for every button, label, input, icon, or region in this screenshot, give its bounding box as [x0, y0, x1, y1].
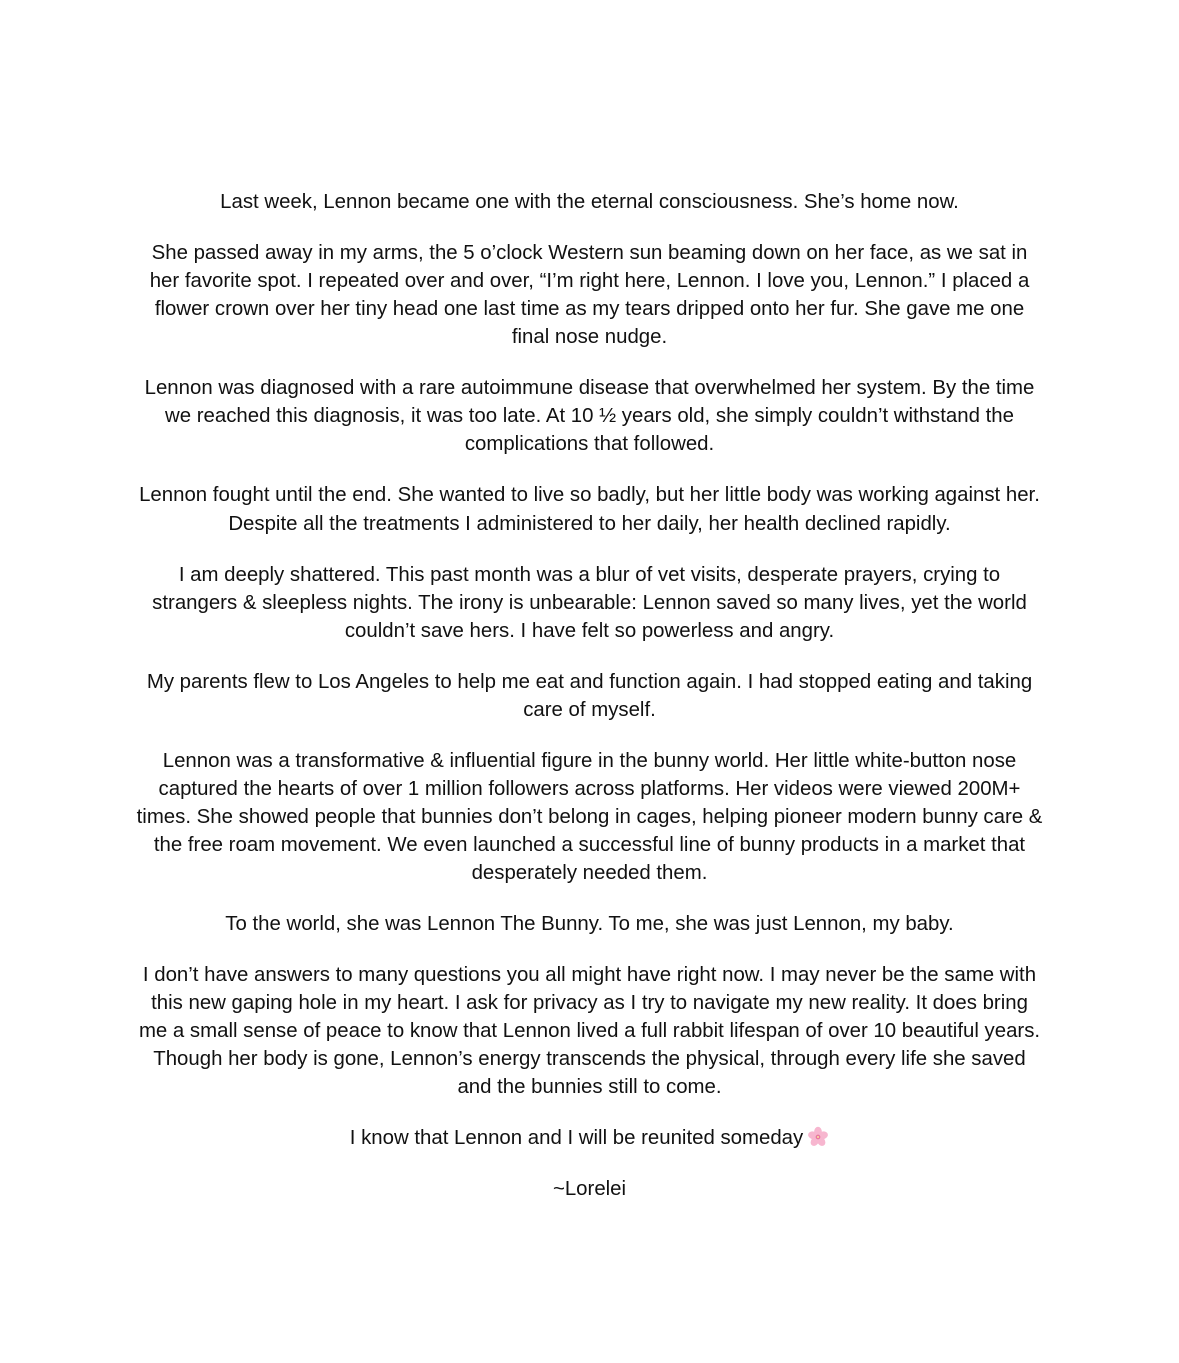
paragraph-9: I don’t have answers to many questions you all might have right now. I may never be the same with this new gaping hole in my heart. I ask for privacy as I try to navigate my new reality. It does bring me a small sense of peace to know that Lennon lived a full rabbit lifespan of over 10 beautiful years. Though her body is gone, Lennon’s energy transcends the physical, through every life she saved and the bunnies still to come.	[138, 964, 1041, 1099]
paragraph-6: My parents flew to Los Angeles to help me eat and function again. I had stopped eating and taking care of myself.	[146, 670, 1033, 721]
paragraph-1: Last week, Lennon became one with the eternal consciousness. She’s home now.	[220, 191, 959, 213]
paragraph-7: Lennon was a transformative & influential figure in the bunny world. Her little white-button nose captured the hearts of over 1 million followers across platforms. Her videos were viewed 200M+ times. She showed people that bunnies don’t belong in cages, helping pioneer modern bunny care & the free roam movement. We even launched a successful line of bunny products in a market that desperately needed them.	[136, 749, 1043, 885]
signature: ~Lorelei	[552, 1178, 627, 1201]
statement-document	[135, 188, 1044, 1226]
paragraph-8: To the world, she was Lennon The Bunny. To me, she was just Lennon, my baby.	[225, 913, 954, 936]
cherry-blossom-icon	[807, 1126, 829, 1148]
paragraph-3: Lennon was diagnosed with a rare autoimmune disease that overwhelmed her system. By the time we reached this diagnosis, it was too late. At 10 ½ years old, she simply couldn’t withstand the complications that followed.	[144, 377, 1035, 456]
paragraph-2: She passed away in my arms, the 5 o’clock Western sun beaming down on her face, as we sat in her favorite spot. I repeated over and over, “I’m right here, Lennon. I love you, Lennon.” I placed a flower crown over her tiny head one last time as my tears dripped onto her fur. She gave me one final nose nudge.	[149, 241, 1030, 349]
closing-line: I know that Lennon and I will be reunited someday	[349, 1127, 804, 1150]
closing-paragraph	[135, 1124, 1044, 1152]
paragraph-4: Lennon fought until the end. She wanted to live so badly, but her little body was working against her. Despite all the treatments I administered to her daily, her health declined rapidly.	[139, 484, 1040, 535]
paragraph-5: I am deeply shattered. This past month was a blur of vet visits, desperate prayers, crying to strangers & sleepless nights. The irony is unbearable: Lennon saved so many lives, yet the world couldn’t save hers. I have felt so powerless and angry.	[152, 563, 1027, 642]
